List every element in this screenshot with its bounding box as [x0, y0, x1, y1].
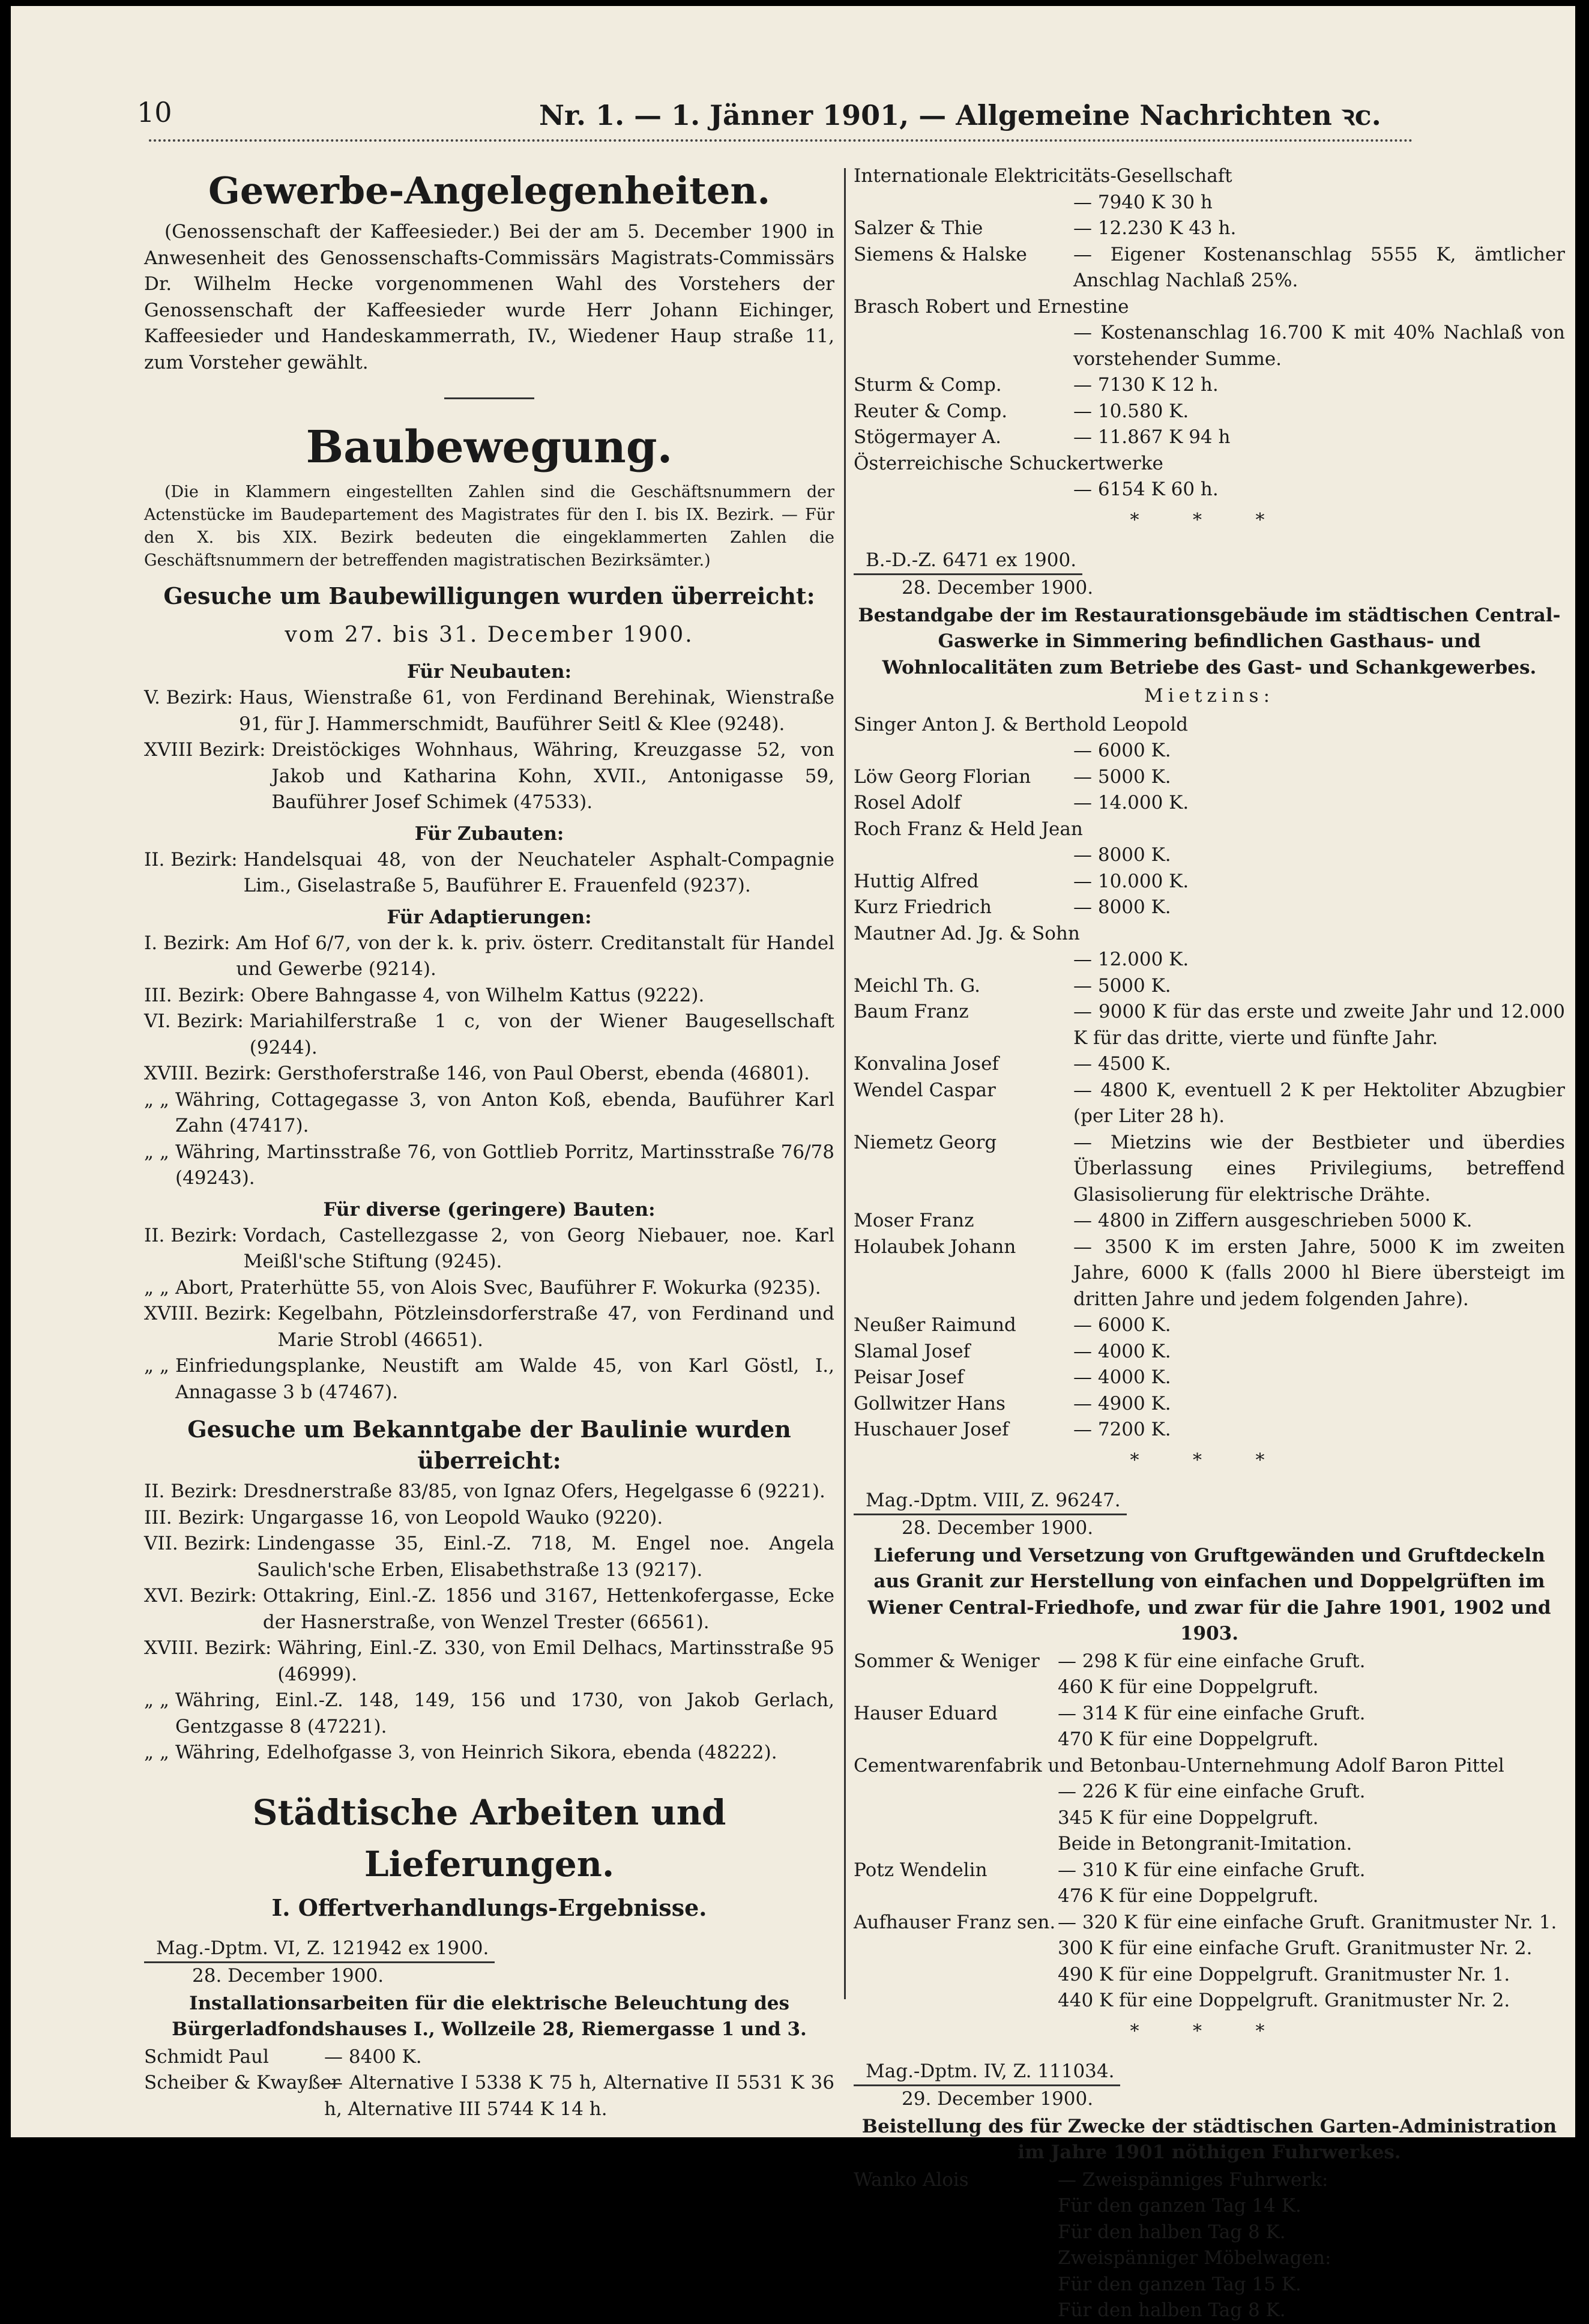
bezirk-label: „ „ [144, 1141, 169, 1163]
date-line: 28. December 1900. [192, 1965, 384, 1987]
page-header [11, 6, 1575, 144]
bidder-name: Peisar Josef [854, 1366, 964, 1388]
bidder-name: Sommer & Weniger [854, 1650, 1040, 1672]
bidder-entry [854, 2167, 1565, 2194]
aktenzeichen: B.-D.-Z. 6471 ex 1900. [854, 548, 1082, 576]
bidder-entry [854, 1078, 1565, 1130]
bezirk-text: Ungargasse 16, von Leopold Wauko (9220). [250, 1506, 663, 1529]
bidder-offer: — 5000 K. [1073, 974, 1171, 997]
bidder-offer: — 4800 in Ziffern ausgeschrieben 5000 K. [1073, 1210, 1473, 1231]
bidder-offer [1083, 816, 1565, 843]
bidder-name: Konvalina Josef [854, 1053, 999, 1075]
bidder-entry [854, 1805, 1565, 1832]
separator-stars: * * * [1130, 1449, 1289, 1471]
section-rule [444, 397, 534, 399]
bidder-offer: Für den ganzen Tag 15 K. [1058, 2273, 1301, 2295]
staedtisch-heading: Städtische Arbeiten und Lieferungen. [252, 1791, 726, 1885]
offer-block-2 [854, 712, 1565, 1443]
bezirk-label: XVIII. Bezirk: [144, 1303, 272, 1324]
bidder-offer: — Eigener Kostenanschlag 5555 K, ämtlicher Anschlag Nachlaß 25%. [1073, 243, 1565, 291]
bidder-offer [1232, 163, 1565, 190]
bidder-offer: Zweispänniger Möbelwagen: [1058, 2247, 1331, 2269]
bidder-offer: — 4000 K. [1073, 1366, 1171, 1388]
bidder-name: Neußer Raimund [854, 1314, 1016, 1336]
running-title: Nr. 1. — 1. Jänner 1901, — Allgemeine Nachrichten ꝛc. [539, 99, 1381, 131]
baulinie-list [144, 1479, 834, 1766]
bidder-entry [854, 1883, 1565, 1910]
bidder-name: Aufhauser Franz sen. [854, 1911, 1056, 1933]
gewerbe-text: (Genossenschaft der Kaffeesieder.) Bei der am 5. December 1900 in Anwesenheit des Genossenschafts-Commissärs Magistrats-Commissärs Dr. Wilhelm Hecke vorgenommenen Wahl des Vorstehers der Genossenschaft der Kaffeesieder wurde Herr Johann Eichinger, Kaffeesieder und Handeskammerrath, IV., Wiedener Haup straße 11, zum Vorsteher gewählt. [144, 221, 834, 373]
bidder-offer: — 7200 K. [1073, 1419, 1171, 1440]
bidder-name: Singer Anton J. & Berthold Leopold [854, 713, 1188, 735]
bidder-offer [1163, 451, 1565, 477]
bau-intro: (Die in Klammern eingestellten Zahlen sind die Geschäftsnummern der Actenstücke im Baudepartement des Magistrates für den I. bis IX. Bezirk. — Für den X. bis XIX. Bezirk bedeuten die eingeklammerten Zahlen die Geschäftsnummern der betreffenden magistratischen Bezirksämter.) [144, 483, 834, 570]
bidder-offer: — 4500 K. [1073, 1053, 1171, 1075]
aktenzeichen: Mag.-Dptm. VIII, Z. 96247. [854, 1488, 1127, 1516]
subject-heading: Bestandgabe der im Restaurationsgebäude im städtischen Central-Gaswerke in Simmering befindlichen Gasthaus- und Wohnlocalitäten zum Betriebe des Gast- und Schankgewerbes. [858, 604, 1561, 678]
bezirk-entry [144, 1635, 834, 1688]
bezirk-label: II. Bezirk: [144, 1480, 238, 1502]
bidder-offer: 300 K für eine einfache Gruft. Granitmuster Nr. 2. [1058, 1937, 1533, 1959]
column-divider [844, 168, 846, 1999]
bidder-name [854, 1883, 1058, 1910]
bidder-offer: — Alternative I 5338 K 75 h, Alternative II 5531 K 36 h, Alternative III 5744 K 14 h. [324, 2072, 834, 2120]
bidder-offer: — 7940 K 30 h [1073, 191, 1213, 213]
bidder-offer: Für den halben Tag 8 K. [1058, 2221, 1286, 2243]
bezirk-label: I. Bezirk: [144, 932, 231, 954]
bezirk-label: „ „ [144, 1088, 169, 1111]
bidder-entry [854, 895, 1565, 921]
bezirk-label: VI. Bezirk: [144, 1010, 244, 1032]
bidder-entry [854, 1988, 1565, 2014]
bidder-offer [1080, 921, 1565, 947]
bezirk-label: „ „ [144, 1742, 169, 1763]
bezirk-entry [144, 1275, 834, 1302]
bidder-offer [1188, 712, 1565, 738]
bidder-name [854, 842, 1073, 869]
bidder-entry [854, 1753, 1565, 1779]
bezirk-entry [144, 847, 834, 899]
bidder-name [854, 1805, 1058, 1832]
bidder-offer: — 9000 K für das erste und zweite Jahr und 12.000 K für das dritte, vierte und fünfte Jahr. [1073, 1001, 1565, 1049]
bidder-entry [854, 712, 1565, 738]
subject-heading: Beistellung des für Zwecke der städtischen Garten-Administration im Jahre 1901 nöthigen Fuhrwerkes. [861, 2115, 1557, 2163]
bidder-offer: — 310 K für eine einfache Gruft. [1058, 1859, 1366, 1881]
bidder-offer: — 11.867 K 94 h [1073, 426, 1231, 448]
bidder-entry [854, 1312, 1565, 1339]
bezirk-text: Haus, Wienstraße 61, von Ferdinand Berehinak, Wienstraße 91, für J. Hammerschmidt, Bauführer Seitl & Klee (9248). [239, 687, 834, 735]
bidder-name [854, 947, 1073, 973]
bidder-entry [854, 2193, 1565, 2220]
bidder-offer: — 314 K für eine einfache Gruft. [1058, 1702, 1366, 1724]
bidder-entry [854, 947, 1565, 973]
bidder-entry [854, 1779, 1565, 1805]
bidder-name: Wendel Caspar [854, 1079, 996, 1101]
bidder-entry [854, 869, 1565, 895]
offer-block-4 [854, 2167, 1565, 2324]
aktenzeichen: Mag.-Dptm. VI, Z. 121942 ex 1900. [144, 1936, 495, 1964]
bau-groups [144, 659, 834, 1405]
bidder-name: Roch Franz & Held Jean [854, 818, 1083, 840]
newspaper-page [11, 6, 1575, 2321]
offer-block-3 [854, 1649, 1565, 2014]
bidder-name: Salzer & Thie [854, 217, 983, 239]
mietzins-label: Mietzins: [1144, 685, 1275, 707]
bidder-entry [854, 999, 1565, 1051]
separator-stars: * * * [1130, 509, 1289, 531]
bezirk-label: VII. Bezirk: [144, 1533, 252, 1554]
bezirk-entry [144, 1301, 834, 1353]
bidder-name: Mautner Ad. Jg. & Sohn [854, 922, 1080, 944]
bidder-offer: 345 K für eine Doppelgruft. [1058, 1806, 1319, 1829]
bezirk-text: Währing, Einl.-Z. 330, von Emil Delhacs, Martinsstraße 95 (46999). [277, 1637, 834, 1685]
bezirk-entry [144, 1505, 834, 1532]
bidder-entry [144, 2044, 834, 2071]
left-column [144, 165, 834, 2122]
group-title: Für diverse (geringere) Bauten: [323, 1198, 656, 1221]
bidder-name [854, 2245, 1058, 2272]
bezirk-label: XVIII. Bezirk: [144, 1637, 272, 1659]
bidder-entry [854, 816, 1565, 843]
bidder-offer: — Zweispänniges Fuhrwerk: [1058, 2169, 1328, 2191]
gewerbe-heading: Gewerbe-Angelegenheiten. [208, 169, 771, 213]
bidder-offer: — 5000 K. [1073, 765, 1171, 788]
bidder-offer: — Kostenanschlag 16.700 K mit 40% Nachlaß von vorstehender Summe. [1073, 322, 1565, 370]
bidder-entry [854, 2272, 1565, 2298]
bidder-entry [854, 399, 1565, 425]
bidder-offer: — 320 K für eine einfache Gruft. Granitmuster Nr. 1. [1058, 1911, 1557, 1933]
bezirk-label: III. Bezirk: [144, 984, 245, 1006]
bidder-name [854, 1779, 1058, 1805]
bidder-name: Potz Wendelin [854, 1859, 987, 1881]
bezirk-label: „ „ [144, 1355, 169, 1377]
offert-subheading: I. Offertverhandlungs-Ergebnisse. [271, 1894, 707, 1921]
bidder-name [854, 1936, 1058, 1962]
bezirk-label: V. Bezirk: [144, 687, 234, 708]
bidder-entry [854, 242, 1565, 294]
bidder-entry [854, 1962, 1565, 1988]
bezirk-entry [144, 1223, 834, 1275]
bidder-entry [854, 294, 1565, 321]
group-adaptierungen [144, 904, 834, 1192]
bidder-offer: Für den halben Tag 8 K. [1058, 2299, 1286, 2321]
bidder-offer: — 4900 K. [1073, 1392, 1171, 1414]
bezirk-text: Obere Bahngasse 4, von Wilhelm Kattus (9222). [250, 984, 705, 1006]
bidder-entry [144, 2070, 834, 2122]
group-zubauten [144, 821, 834, 899]
bidder-name: Scheiber & Kwayßer [144, 2072, 340, 2093]
bidder-name [854, 2298, 1058, 2324]
bidder-entry [854, 1365, 1565, 1391]
bezirk-text: Währing, Edelhofgasse 3, von Heinrich Sikora, ebenda (48222). [175, 1742, 777, 1763]
bidder-name [854, 1674, 1058, 1701]
right-column [854, 163, 1565, 2324]
aktenzeichen: Mag.-Dptm. IV, Z. 111034. [854, 2059, 1120, 2087]
bezirk-entry [144, 1479, 834, 1505]
bidder-name: Holaubek Johann [854, 1236, 1016, 1258]
bezirk-text: Ottakring, Einl.-Z. 1856 und 3167, Hettenkofergasse, Ecke der Hasnerstraße, von Wenzel Trester (66561). [262, 1585, 834, 1633]
bidder-offer: — Mietzins wie der Bestbieter und überdies Überlassung eines Privilegiums, betreffend Glasisolierung für elektrische Drähte. [1073, 1131, 1565, 1206]
bidder-offer: — 3500 K im ersten Jahre, 5000 K im zweiten Jahre, 6000 K (falls 2000 hl Biere übersteigt im dritten Jahre und jedem folgenden Jahre). [1073, 1236, 1565, 1310]
bezirk-entry [144, 737, 834, 816]
bidder-name: Kurz Friedrich [854, 896, 992, 918]
bidder-name [854, 190, 1073, 216]
bidder-offer: — 298 K für eine einfache Gruft. [1058, 1650, 1366, 1672]
bidder-name: Gollwitzer Hans [854, 1392, 1006, 1414]
header-rule [149, 139, 1413, 142]
bezirk-entry [144, 1688, 834, 1740]
bidder-entry [854, 1936, 1565, 1962]
bidder-offer: — 14.000 K. [1073, 792, 1189, 813]
bidder-entry [854, 1701, 1565, 1727]
group-title: Für Zubauten: [414, 822, 564, 845]
bezirk-text: Währing, Cottagegasse 3, von Anton Koß, ebenda, Bauführer Karl Zahn (47417). [175, 1088, 834, 1136]
separator-stars: * * * [1130, 2020, 1289, 2042]
bidder-entry [854, 372, 1565, 399]
bezirk-text: Einfriedungsplanke, Neustift am Walde 45, von Karl Göstl, I., Annagasse 3 b (47467). [175, 1355, 834, 1403]
bau-heading: Baubewegung. [306, 421, 673, 473]
bidder-offer: — 4000 K. [1073, 1340, 1171, 1362]
bidder-entry [854, 2298, 1565, 2324]
bezirk-label: XVIII. Bezirk: [144, 1063, 272, 1084]
bidder-offer: — 6000 K. [1073, 740, 1171, 761]
bidder-name: Meichl Th. G. [854, 974, 980, 997]
bidder-entry [854, 2220, 1565, 2246]
bidder-name [854, 1988, 1058, 2014]
bidder-entry [854, 842, 1565, 869]
bezirk-entry [144, 1353, 834, 1405]
bezirk-label: III. Bezirk: [144, 1506, 245, 1529]
bezirk-entry [144, 1139, 834, 1192]
bezirk-text: Lindengasse 35, Einl.-Z. 718, M. Engel noe. Angela Saulich'sche Erben, Elisabethstraße 13 (9217). [257, 1533, 834, 1581]
bidder-name [854, 2193, 1058, 2220]
bidder-name: Baum Franz [854, 1001, 969, 1022]
bidder-name: Stögermayer A. [854, 426, 1002, 448]
bezirk-entry [144, 685, 834, 737]
bezirk-text: Abort, Praterhütte 55, von Alois Svec, Bauführer F. Wokurka (9235). [175, 1276, 821, 1299]
subject-heading: Lieferung und Versetzung von Gruftgewänden und Gruftdeckeln aus Granit zur Herstellung von einfachen und Doppelgrüften im Wiener Central-Friedhofe, und zwar für die Jahre 1901, 1902 und 1903. [867, 1544, 1551, 1644]
bezirk-entry [144, 931, 834, 983]
bezirk-text: Währing, Martinsstraße 76, von Gottlieb Porritz, Martinsstraße 76/78 (49243). [175, 1141, 834, 1189]
bidder-offer: — 8400 K. [324, 2045, 422, 2068]
bidder-entry [854, 1051, 1565, 1078]
bezirk-label: XVIII Bezirk: [144, 739, 266, 761]
bidder-entry [854, 424, 1565, 451]
bidder-name: Hauser Eduard [854, 1702, 998, 1724]
bidder-name [854, 2272, 1058, 2298]
bezirk-text: Kegelbahn, Pötzleinsdorferstraße 47, von Ferdinand und Marie Strobl (46651). [277, 1303, 834, 1351]
bidder-offer: Beide in Betongranit-Imitation. [1058, 1833, 1352, 1855]
offer-block-1 [854, 163, 1565, 503]
bidder-entry [854, 451, 1565, 477]
bidder-offer: — 226 K für eine einfache Gruft. [1058, 1781, 1366, 1802]
bidder-offer: 460 K für eine Doppelgruft. [1058, 1676, 1319, 1698]
bidder-entry [854, 1727, 1565, 1753]
bidder-entry [854, 2245, 1565, 2272]
bezirk-entry [144, 983, 834, 1009]
bidder-offer: — 12.000 K. [1073, 949, 1189, 970]
bidder-entry [854, 764, 1565, 791]
bidder-offer: — 6154 K 60 h. [1073, 478, 1219, 500]
bidder-offer: 490 K für eine Doppelgruft. Granitmuster Nr. 1. [1058, 1963, 1510, 1985]
bidder-name: Sturm & Comp. [854, 374, 1002, 396]
bezirk-text: Dreistöckiges Wohnhaus, Währing, Kreuzgasse 52, von Jakob und Katharina Kohn, XVII., Antonigasse 59, Bauführer Josef Schimek (47533). [271, 739, 834, 813]
bidder-entry [854, 1831, 1565, 1858]
bezirk-text: Dresdnerstraße 83/85, von Ignaz Ofers, Hegelgasse 6 (9221). [243, 1480, 825, 1502]
bezirk-text: Am Hof 6/7, von der k. k. priv. österr. Creditanstalt für Handel und Gewerbe (9214). [236, 932, 834, 980]
bezirk-label: II. Bezirk: [144, 1224, 238, 1246]
bidder-name: Löw Georg Florian [854, 765, 1031, 788]
group-neubauten [144, 659, 834, 816]
bidder-entry [854, 1910, 1565, 1936]
bidder-name: Slamal Josef [854, 1340, 971, 1362]
date-line: 28. December 1900. [902, 577, 1094, 599]
bidder-entry [854, 216, 1565, 242]
bidder-name: Internationale Elektricitäts-Gesellschaft [854, 165, 1232, 187]
bidder-name [854, 1727, 1058, 1753]
bidder-name: Österreichische Schuckertwerke [854, 452, 1163, 474]
bezirk-label: „ „ [144, 1276, 169, 1299]
bidder-offer: — 4800 K, eventuell 2 K per Hektoliter Abzugbier (per Liter 28 h). [1073, 1079, 1565, 1127]
bezirk-label: XVI. Bezirk: [144, 1585, 257, 1607]
bidder-offer: — 12.230 K 43 h. [1073, 217, 1237, 239]
bidder-entry [854, 190, 1565, 216]
bezirk-label: II. Bezirk: [144, 848, 238, 871]
bidder-offer: 440 K für eine Doppelgruft. Granitmuster Nr. 2. [1058, 1990, 1510, 2011]
bidder-entry [854, 1234, 1565, 1313]
bezirk-text: Währing, Einl.-Z. 148, 149, 156 und 1730, von Jakob Gerlach, Gentzgasse 8 (47221). [175, 1689, 834, 1737]
bidder-name: Huttig Alfred [854, 870, 979, 892]
date-line: 29. December 1900. [902, 2088, 1094, 2110]
bidder-entry [854, 1208, 1565, 1234]
bezirk-entry [144, 1531, 834, 1583]
bezirk-entry [144, 1583, 834, 1635]
bidder-name: Reuter & Comp. [854, 400, 1008, 422]
date-line: 28. December 1900. [902, 1517, 1094, 1539]
bidder-name: Niemetz Georg [854, 1131, 997, 1153]
bidder-name: Rosel Adolf [854, 792, 961, 813]
bidder-entry [854, 1649, 1565, 1675]
bezirk-entry [144, 1009, 834, 1061]
bidder-name [854, 477, 1073, 503]
bidder-entry [854, 320, 1565, 372]
bidder-offer [1129, 294, 1565, 321]
bidder-entry [854, 1339, 1565, 1365]
bidder-offer [1504, 1753, 1565, 1779]
bidder-name [854, 320, 1073, 372]
bidder-name: Brasch Robert und Ernestine [854, 295, 1129, 318]
bezirk-text: Mariahilferstraße 1 c, von der Wiener Baugesellschaft (9244). [249, 1010, 834, 1058]
bidder-name [854, 1962, 1058, 1988]
page-number: 10 [137, 96, 172, 128]
bidder-entry [854, 790, 1565, 816]
bidder-offer: — 6000 K. [1073, 1314, 1171, 1336]
bidder-name: Cementwarenfabrik und Betonbau-Unternehmung Adolf Baron Pittel [854, 1754, 1504, 1776]
bidder-entry [854, 1391, 1565, 1417]
group-diverse [144, 1197, 834, 1406]
bezirk-text: Handelsquai 48, von der Neuchateler Asphalt-Compagnie Lim., Giselastraße 5, Bauführer E. Frauenfeld (9237). [243, 848, 834, 896]
bezirk-entry [144, 1087, 834, 1139]
bidder-name [854, 1831, 1058, 1858]
bidder-name: Siemens & Halske [854, 243, 1027, 265]
gesuche-baubewilligung-heading: Gesuche um Baubewilligungen wurden überreicht: [163, 582, 815, 609]
bidder-entry [854, 477, 1565, 503]
bidder-name: Moser Franz [854, 1210, 974, 1231]
group-title: Für Neubauten: [406, 661, 572, 683]
bidder-name: Huschauer Josef [854, 1419, 1009, 1440]
bezirk-text: Gersthoferstraße 146, von Paul Oberst, ebenda (46801). [277, 1063, 810, 1084]
bidder-offer: — 10.000 K. [1073, 870, 1189, 892]
bezirk-entry [144, 1061, 834, 1087]
bezirk-text: Vordach, Castellezgasse 2, von Georg Niebauer, noe. Karl Meißl'sche Stiftung (9245). [243, 1224, 834, 1272]
bidder-offer: — 8000 K. [1073, 896, 1171, 918]
bidder-name: Wanko Alois [854, 2169, 969, 2191]
bidder-offer: 476 K für eine Doppelgruft. [1058, 1885, 1319, 1907]
bidder-entry [854, 973, 1565, 1000]
bidder-offer: — 10.580 K. [1073, 400, 1189, 422]
bezirk-label: „ „ [144, 1689, 169, 1711]
bezirk-entry [144, 1740, 834, 1766]
bidder-entry [854, 1130, 1565, 1209]
bidder-name [854, 738, 1073, 764]
group-title: Für Adaptierungen: [387, 906, 592, 928]
bidder-offer: — 7130 K 12 h. [1073, 374, 1219, 396]
bidder-name [854, 2220, 1058, 2246]
bidder-entry [854, 921, 1565, 947]
bidder-entry [854, 1858, 1565, 1884]
date-range: vom 27. bis 31. December 1900. [285, 623, 694, 647]
bidder-entry [854, 738, 1565, 764]
bidder-entry [854, 163, 1565, 190]
bidder-offer: 470 K für eine Doppelgruft. [1058, 1728, 1319, 1750]
bidder-entry [854, 1417, 1565, 1443]
bidder-offer: Für den ganzen Tag 14 K. [1058, 2195, 1301, 2217]
subject-heading: Installationsarbeiten für die elektrische Beleuchtung des Bürgerladfondshauses I., Wollzeile 28, Riemergasse 1 und 3. [172, 1992, 807, 2040]
gesuche-baulinie-heading: Gesuche um Bekanntgabe der Baulinie wurden überreicht: [187, 1416, 791, 1474]
bidder-name: Schmidt Paul [144, 2045, 269, 2068]
bidder-offer: — 8000 K. [1073, 844, 1171, 866]
bidder-entry [854, 1674, 1565, 1701]
